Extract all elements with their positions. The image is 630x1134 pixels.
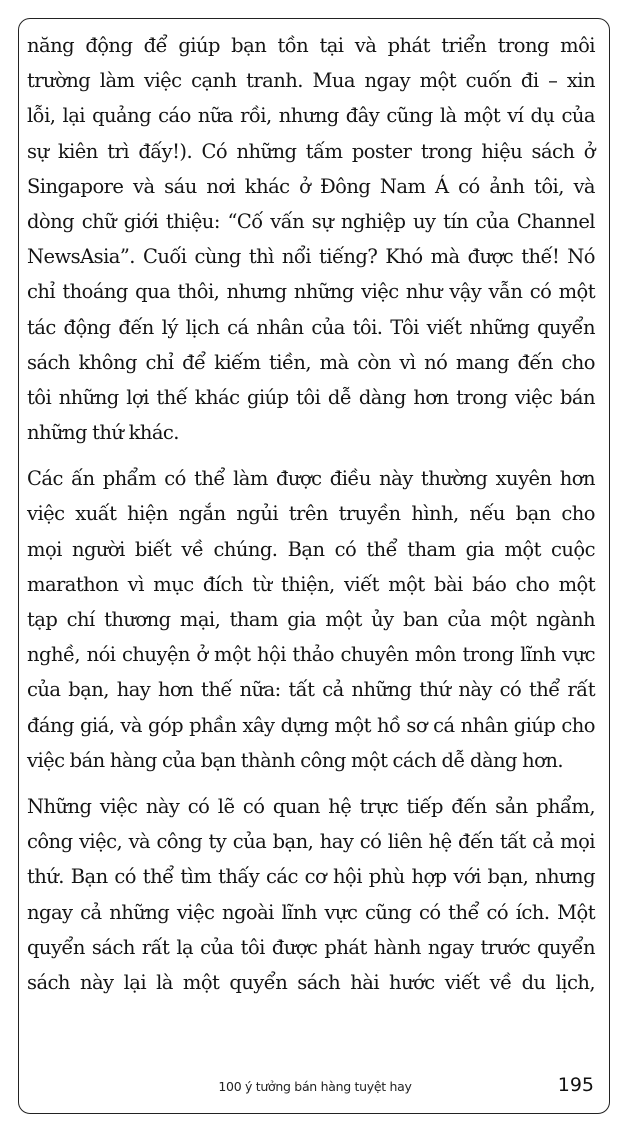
paragraph-1 [27,28,595,450]
paragraph-gap [27,778,595,789]
footer-book-title: 100 ý tưởng bán hàng tuyệt hay [218,1079,412,1094]
text-line: Những việc này có lẽ có quan hệ trực tiếp đến sản phẩm, [27,794,595,818]
text-line: đáng giá, và góp phần xây dựng một hồ sơ cá nhân giúp cho [27,713,595,737]
text-line: công việc, và công ty của bạn, hay có liên hệ đến tất cả mọi [27,830,595,854]
page-number: 195 [557,1074,594,1096]
paragraph-gap [27,450,595,461]
text-line: sách này lại là một quyển sách hài hước viết về du lịch, [27,970,595,994]
text-line: những thứ khác. [27,421,179,445]
page-body-text [27,28,595,1000]
text-line: nghề, nói chuyện ở một hội thảo chuyên môn trong lĩnh vực [27,643,595,667]
text-line: của bạn, hay hơn thế nữa: tất cả những thứ này có thể rất [27,678,595,702]
text-line: NewsAsia”. Cuối cùng thì nổi tiếng? Khó mà được thế! Nó [27,245,595,269]
text-line: tác động đến lý lịch cá nhân của tôi. Tôi viết những quyển [27,315,595,339]
text-line: việc xuất hiện ngắn ngủi trên truyền hình, nếu bạn cho [27,502,595,526]
text-line: thứ. Bạn có thể tìm thấy các cơ hội phù hợp với bạn, nhưng [27,865,595,889]
text-line: tôi những lợi thế khác giúp tôi dễ dàng hơn trong việc bán [27,385,595,409]
text-line: chỉ thoáng qua thôi, nhưng những việc như vậy vẫn có một [27,280,595,304]
text-line: năng động để giúp bạn tồn tại và phát triển trong môi [27,34,595,57]
text-line: trường làm việc cạnh tranh. Mua ngay một cuốn đi – xin [27,69,595,93]
text-line: quyển sách rất lạ của tôi được phát hành ngay trước quyển [27,935,595,959]
text-line: lỗi, lại quảng cáo nữa rồi, nhưng đây cũng là một ví dụ của [27,104,595,128]
text-line: tạp chí thương mại, tham gia một ủy ban của một ngành [27,608,595,631]
text-line: Singapore và sáu nơi khác ở Đông Nam Á có ảnh tôi, và [27,174,595,198]
text-line: sự kiên trì đấy!). Có những tấm poster trong hiệu sách ở [27,139,595,163]
text-line: sách không chỉ để kiếm tiền, mà còn vì nó mang đến cho [27,350,595,374]
text-line: mọi người biết về chúng. Bạn có thể tham gia một cuộc [27,537,595,561]
text-line: Các ấn phẩm có thể làm được điều này thường xuyên hơn [27,467,595,491]
text-line: marathon vì mục đích từ thiện, viết một bài báo cho một [27,572,595,596]
paragraph-2 [27,461,595,778]
text-line: ngay cả những việc ngoài lĩnh vực cũng có thể có ích. Một [27,900,595,924]
paragraph-3 [27,789,595,1000]
text-line: dòng chữ giới thiệu: “Cố vấn sự nghiệp uy tín của Channel [27,209,595,233]
text-line: việc bán hàng của bạn thành công một cách dễ dàng hơn. [27,748,563,772]
